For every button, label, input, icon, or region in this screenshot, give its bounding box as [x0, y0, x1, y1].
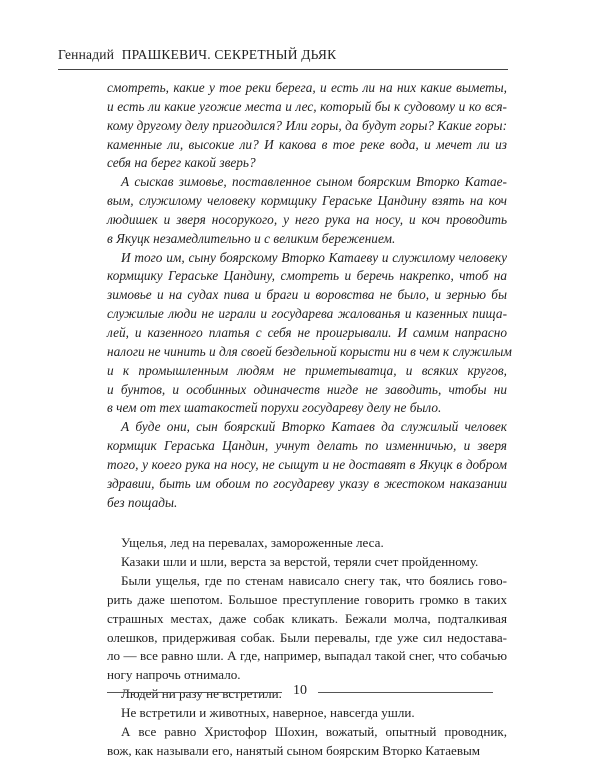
text-line: Людей ни разу не встретили. — [121, 686, 282, 702]
text-line: здравии, быть им обоим по государеву указу в жестоком наказании — [107, 475, 507, 491]
quoted-document-paragraph — [107, 249, 512, 419]
header-rule — [58, 69, 508, 70]
quoted-document-paragraph — [107, 173, 507, 248]
text-line: без пощады. — [107, 494, 178, 510]
text-line: смотреть, какие у тое реки берега, и есть ли на них какие выметы, — [107, 80, 507, 95]
text-line: Ущелья, лед на перевалах, замороженные леса. — [121, 535, 384, 551]
text-line: и есть ли какие угожие места и лес, который бы к судовому и ко вся- — [107, 98, 507, 114]
text-line: того, у коего рука на носу, не сыщут и не доставят в Якуцк в добром — [107, 456, 507, 472]
text-line: служилые люди не играли и государева жалованья и казенных пища- — [107, 306, 507, 322]
narrative-paragraph — [107, 723, 507, 761]
text-line: страшных местах, даже собак кликать. Бежали молча, подталкивая — [107, 610, 507, 626]
quoted-document-paragraph — [107, 79, 507, 173]
text-line: А сыскав зимовье, поставленное сыном боярским Вторко Катае- — [121, 174, 507, 190]
narrative-paragraph — [107, 704, 507, 723]
text-line: кормщик Гераська Цандин, учнут делать по изменничью, и зверя — [107, 438, 507, 454]
text-line: и к промышленным людям не приметыватца, и всяких кругов, — [107, 362, 507, 378]
text-line: ногу напрочь отнимало. — [107, 667, 241, 683]
text-line: кому другому делу пригодился? Или горы, да будут горы? Какие горы: — [107, 117, 507, 133]
section-break — [107, 512, 507, 534]
text-line: А буде они, сын боярский Вторко Катаев да служилый человек — [121, 419, 507, 435]
text-line: Казаки шли и шли, верста за верстой, теряли счет пройденному. — [121, 554, 479, 570]
text-line: лей, и казенного платья с себя не проигрывали. И самим напрасно — [107, 324, 507, 340]
narrative-paragraph — [107, 572, 507, 685]
text-line: себя на берег какой зверь? — [107, 155, 256, 171]
footer-rule-left — [107, 692, 282, 693]
text-line: и бунтов, и особинных одиначеств нигде не заводить, чтобы ни — [107, 381, 507, 397]
text-line: вож, как называли его, нанятый сыном боярским Вторко Катаевым — [107, 742, 481, 758]
text-line: людишек и зверя носорукого, у него рука на носу, и коч проводить — [107, 211, 507, 227]
text-line: зимовье и на судах пива и браги и воровства не было, и зернью бы — [107, 287, 507, 303]
quoted-document-paragraph — [107, 418, 507, 512]
text-line: в чем от тех шатакостей порухи государеву делу не было. — [107, 400, 442, 416]
text-line: А все равно Христофор Шохин, вожатый, опытный проводник, — [121, 723, 507, 739]
text-line: налоги не чинить и для своей бездельной корысти ни в чем к служилым — [107, 343, 512, 359]
text-line: ло — все равно шли. А где, например, выпадал такой снег, что собачью — [107, 648, 507, 664]
header-title: ПРАШКЕВИЧ. СЕКРЕТНЫЙ ДЬЯК — [121, 47, 337, 62]
narrative-paragraph — [107, 534, 507, 553]
text-line: кормщику Гераське Цандину, смотреть и беречь накрепко, чтоб на — [107, 268, 507, 284]
body-text — [107, 79, 512, 761]
narrative-paragraph — [107, 553, 507, 572]
text-line: в Якуцк незамедлительно и с великим бережением. — [107, 230, 396, 246]
text-line: вым, служилому человеку кормщику Гераське Цандину взять на коч — [107, 193, 507, 209]
text-line: олешков, придерживая собак. Были перевалы, где уже сил недостава- — [107, 629, 507, 645]
text-line: каменные ли, высокие ли? И какова в тое реке вода, и мечет ли из — [107, 136, 507, 152]
text-line: Не встретили и животных, наверное, навсегда ушли. — [121, 705, 415, 720]
text-line: рить даже шепотом. Большое преступление говорить громко в таких — [107, 591, 507, 607]
running-header — [58, 47, 336, 63]
footer-rule-right — [318, 692, 493, 693]
page-number: 10 — [293, 683, 307, 698]
header-author: Геннадий — [58, 47, 115, 62]
text-line: Были ущелья, где по стенам нависало снегу так, что боялись гово- — [121, 573, 507, 589]
text-line: И того им, сыну боярскому Вторко Катаеву и служилому человеку — [121, 249, 507, 265]
